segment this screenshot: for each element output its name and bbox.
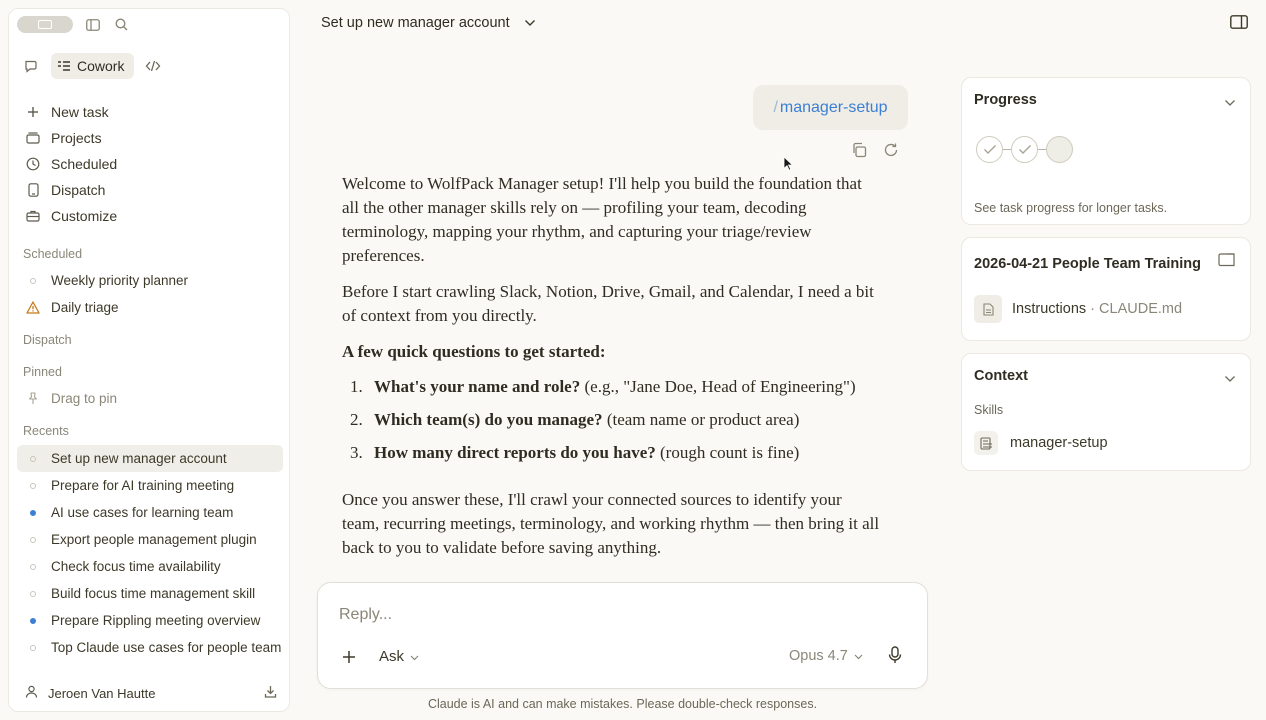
recents-section-label: Recents bbox=[23, 424, 69, 438]
list-item-label: Top Claude use cases for people team bbox=[51, 640, 282, 655]
cowork-mode-button[interactable] bbox=[51, 53, 134, 79]
plus-icon bbox=[25, 106, 41, 118]
disclaimer-text: Claude is AI and can make mistakes. Please double-check responses. bbox=[427, 697, 818, 711]
list-item-label: Daily triage bbox=[51, 300, 119, 315]
add-attachment-icon[interactable] bbox=[342, 647, 356, 670]
message-paragraph: Before I start crawling Slack, Notion, Drive, Gmail, and Calendar, I need a bit of context from you directly. bbox=[342, 282, 874, 325]
recent-item[interactable] bbox=[17, 634, 283, 661]
scheduled-section-label: Scheduled bbox=[23, 247, 83, 261]
download-icon[interactable] bbox=[264, 685, 277, 701]
microphone-icon[interactable] bbox=[888, 646, 902, 669]
window-icon bbox=[38, 20, 52, 29]
sidebar-item-projects[interactable] bbox=[17, 125, 283, 151]
step-complete-check-icon bbox=[1011, 136, 1038, 163]
unread-dot bbox=[25, 618, 41, 624]
status-dot bbox=[25, 591, 41, 597]
window-switcher-button[interactable] bbox=[17, 16, 73, 33]
sidebar-item-label: Scheduled bbox=[51, 156, 118, 172]
status-dot bbox=[25, 456, 41, 462]
list-item-label: Build focus time management skill bbox=[51, 586, 256, 601]
recent-item[interactable] bbox=[17, 499, 283, 526]
assistant-message bbox=[342, 172, 882, 582]
toggle-right-panel-icon[interactable] bbox=[1230, 15, 1248, 34]
sidebar-item-dispatch[interactable] bbox=[17, 177, 283, 203]
scheduled-list bbox=[17, 267, 283, 321]
collapse-context-icon[interactable] bbox=[1224, 370, 1236, 388]
briefcase-icon bbox=[25, 210, 41, 222]
question-item bbox=[342, 407, 882, 433]
project-title[interactable]: 2026-04-21 People Team Training bbox=[974, 256, 1201, 272]
list-item-label: Weekly priority planner bbox=[51, 273, 189, 288]
question-detail: (team name or product area) bbox=[602, 410, 800, 429]
cowork-icon bbox=[57, 60, 71, 72]
progress-note: See task progress for longer tasks. bbox=[974, 201, 1168, 215]
sidebar-nav bbox=[17, 99, 283, 229]
status-dot bbox=[25, 645, 41, 651]
retry-icon[interactable] bbox=[883, 142, 899, 163]
chevron-down-icon bbox=[854, 648, 863, 664]
file-separator: · bbox=[1086, 301, 1100, 317]
recent-item-active[interactable] bbox=[17, 445, 283, 472]
sidebar-top-controls bbox=[17, 16, 129, 33]
status-dot bbox=[25, 278, 41, 284]
conversation-title-dropdown[interactable] bbox=[321, 15, 536, 31]
skills-label: Skills bbox=[974, 403, 1004, 417]
step-pending bbox=[1046, 136, 1073, 163]
message-actions bbox=[851, 142, 899, 163]
question-bold: What's your name and role? bbox=[374, 377, 581, 396]
mode-switcher bbox=[19, 53, 166, 79]
chevron-down-icon bbox=[410, 648, 419, 665]
step-complete-check-icon bbox=[976, 136, 1003, 163]
instructions-file-row[interactable] bbox=[974, 295, 1182, 323]
command-name: manager-setup bbox=[779, 98, 888, 116]
skill-name: manager-setup bbox=[1010, 435, 1108, 451]
cowork-label: Cowork bbox=[77, 58, 125, 74]
search-icon[interactable] bbox=[113, 17, 129, 33]
question-detail: (rough count is fine) bbox=[655, 443, 800, 462]
question-item bbox=[342, 440, 882, 466]
dispatch-section-label[interactable]: Dispatch bbox=[23, 333, 72, 347]
user-account-row[interactable] bbox=[17, 685, 283, 701]
file-name: Instructions bbox=[1012, 301, 1087, 317]
clock-icon bbox=[25, 157, 41, 171]
progress-card bbox=[961, 77, 1251, 225]
question-bold: How many direct reports do you have? bbox=[374, 443, 656, 462]
recent-item[interactable] bbox=[17, 553, 283, 580]
warning-icon bbox=[25, 301, 41, 314]
reply-input[interactable]: Reply... bbox=[339, 606, 393, 623]
sidebar bbox=[8, 8, 290, 712]
message-paragraph: Once you answer these, I'll crawl your connected sources to identify your team, recurring meetings, terminology, and working rhythm — then bring it all back to you to validate before saving anything. bbox=[342, 490, 880, 557]
pinned-list bbox=[17, 385, 283, 412]
status-dot bbox=[25, 564, 41, 570]
progress-title: Progress bbox=[974, 92, 1037, 108]
list-item-label: Drag to pin bbox=[51, 391, 118, 406]
mode-select[interactable] bbox=[379, 648, 419, 665]
list-item-label: AI use cases for learning team bbox=[51, 505, 234, 520]
document-icon bbox=[974, 295, 1002, 323]
sidebar-item-new-task[interactable] bbox=[17, 99, 283, 125]
status-dot bbox=[25, 483, 41, 489]
pin-icon bbox=[25, 392, 41, 405]
question-number: 1. bbox=[350, 377, 363, 396]
question-number: 3. bbox=[350, 443, 363, 462]
unread-dot bbox=[25, 510, 41, 516]
toggle-sidebar-icon[interactable] bbox=[85, 17, 101, 33]
code-mode-icon[interactable] bbox=[140, 53, 166, 79]
context-title: Context bbox=[974, 368, 1028, 384]
questions-list bbox=[342, 374, 882, 466]
message-paragraph: Welcome to WolfPack Manager setup! I'll help you build the foundation that all the other manager skills rely on — profiling your team, decoding terminology, mapping your rhythm, and capturing your triage/review preferences. bbox=[342, 174, 862, 265]
question-item bbox=[342, 374, 882, 400]
scheduled-item-weekly-planner[interactable] bbox=[17, 267, 283, 294]
folder-icon bbox=[25, 132, 41, 144]
page-title: Set up new manager account bbox=[321, 15, 510, 31]
pinned-section-label: Pinned bbox=[23, 365, 62, 379]
recents-list bbox=[17, 445, 283, 661]
open-folder-icon[interactable] bbox=[1218, 253, 1236, 272]
mode-select-value: Ask bbox=[379, 648, 405, 665]
recent-item[interactable] bbox=[17, 472, 283, 499]
user-name: Jeroen Van Hautte bbox=[48, 685, 156, 701]
sidebar-item-label: Projects bbox=[51, 130, 102, 146]
phone-icon bbox=[25, 183, 41, 197]
model-select[interactable] bbox=[789, 648, 863, 664]
list-item-label: Export people management plugin bbox=[51, 532, 257, 547]
reply-composer bbox=[317, 582, 928, 689]
skill-row[interactable] bbox=[974, 431, 1108, 455]
recent-item[interactable] bbox=[17, 526, 283, 553]
sidebar-item-label: New task bbox=[51, 104, 109, 120]
chat-mode-icon[interactable] bbox=[19, 53, 45, 79]
model-select-value: Opus 4.7 bbox=[789, 648, 848, 664]
sidebar-item-label: Customize bbox=[51, 208, 118, 224]
scheduled-item-daily-triage[interactable] bbox=[17, 294, 283, 321]
project-card bbox=[961, 237, 1251, 341]
recent-item[interactable] bbox=[17, 580, 283, 607]
user-message-bubble bbox=[753, 85, 908, 130]
list-item-label: Set up new manager account bbox=[51, 451, 227, 466]
list-item-label: Prepare for AI training meeting bbox=[51, 478, 235, 493]
sidebar-item-label: Dispatch bbox=[51, 182, 106, 198]
step-connector bbox=[1038, 149, 1046, 150]
copy-icon[interactable] bbox=[851, 142, 867, 163]
chevron-down-icon bbox=[524, 15, 536, 31]
command-slash: / bbox=[773, 98, 778, 116]
sidebar-item-scheduled[interactable] bbox=[17, 151, 283, 177]
questions-heading: A few quick questions to get started: bbox=[342, 342, 606, 361]
context-card bbox=[961, 353, 1251, 471]
status-dot bbox=[25, 537, 41, 543]
question-bold: Which team(s) do you manage? bbox=[374, 410, 603, 429]
question-number: 2. bbox=[350, 410, 363, 429]
sidebar-item-customize[interactable] bbox=[17, 203, 283, 229]
drag-to-pin-hint bbox=[17, 385, 283, 412]
list-item-label: Check focus time availability bbox=[51, 559, 221, 574]
file-subname: CLAUDE.md bbox=[1099, 301, 1183, 317]
collapse-progress-icon[interactable] bbox=[1224, 94, 1236, 112]
skill-icon bbox=[974, 431, 998, 455]
user-icon bbox=[25, 685, 38, 701]
recent-item[interactable] bbox=[17, 607, 283, 634]
question-detail: (e.g., "Jane Doe, Head of Engineering") bbox=[580, 377, 856, 396]
progress-steps bbox=[976, 136, 1073, 163]
list-item-label: Prepare Rippling meeting overview bbox=[51, 613, 261, 628]
step-connector bbox=[1003, 149, 1011, 150]
